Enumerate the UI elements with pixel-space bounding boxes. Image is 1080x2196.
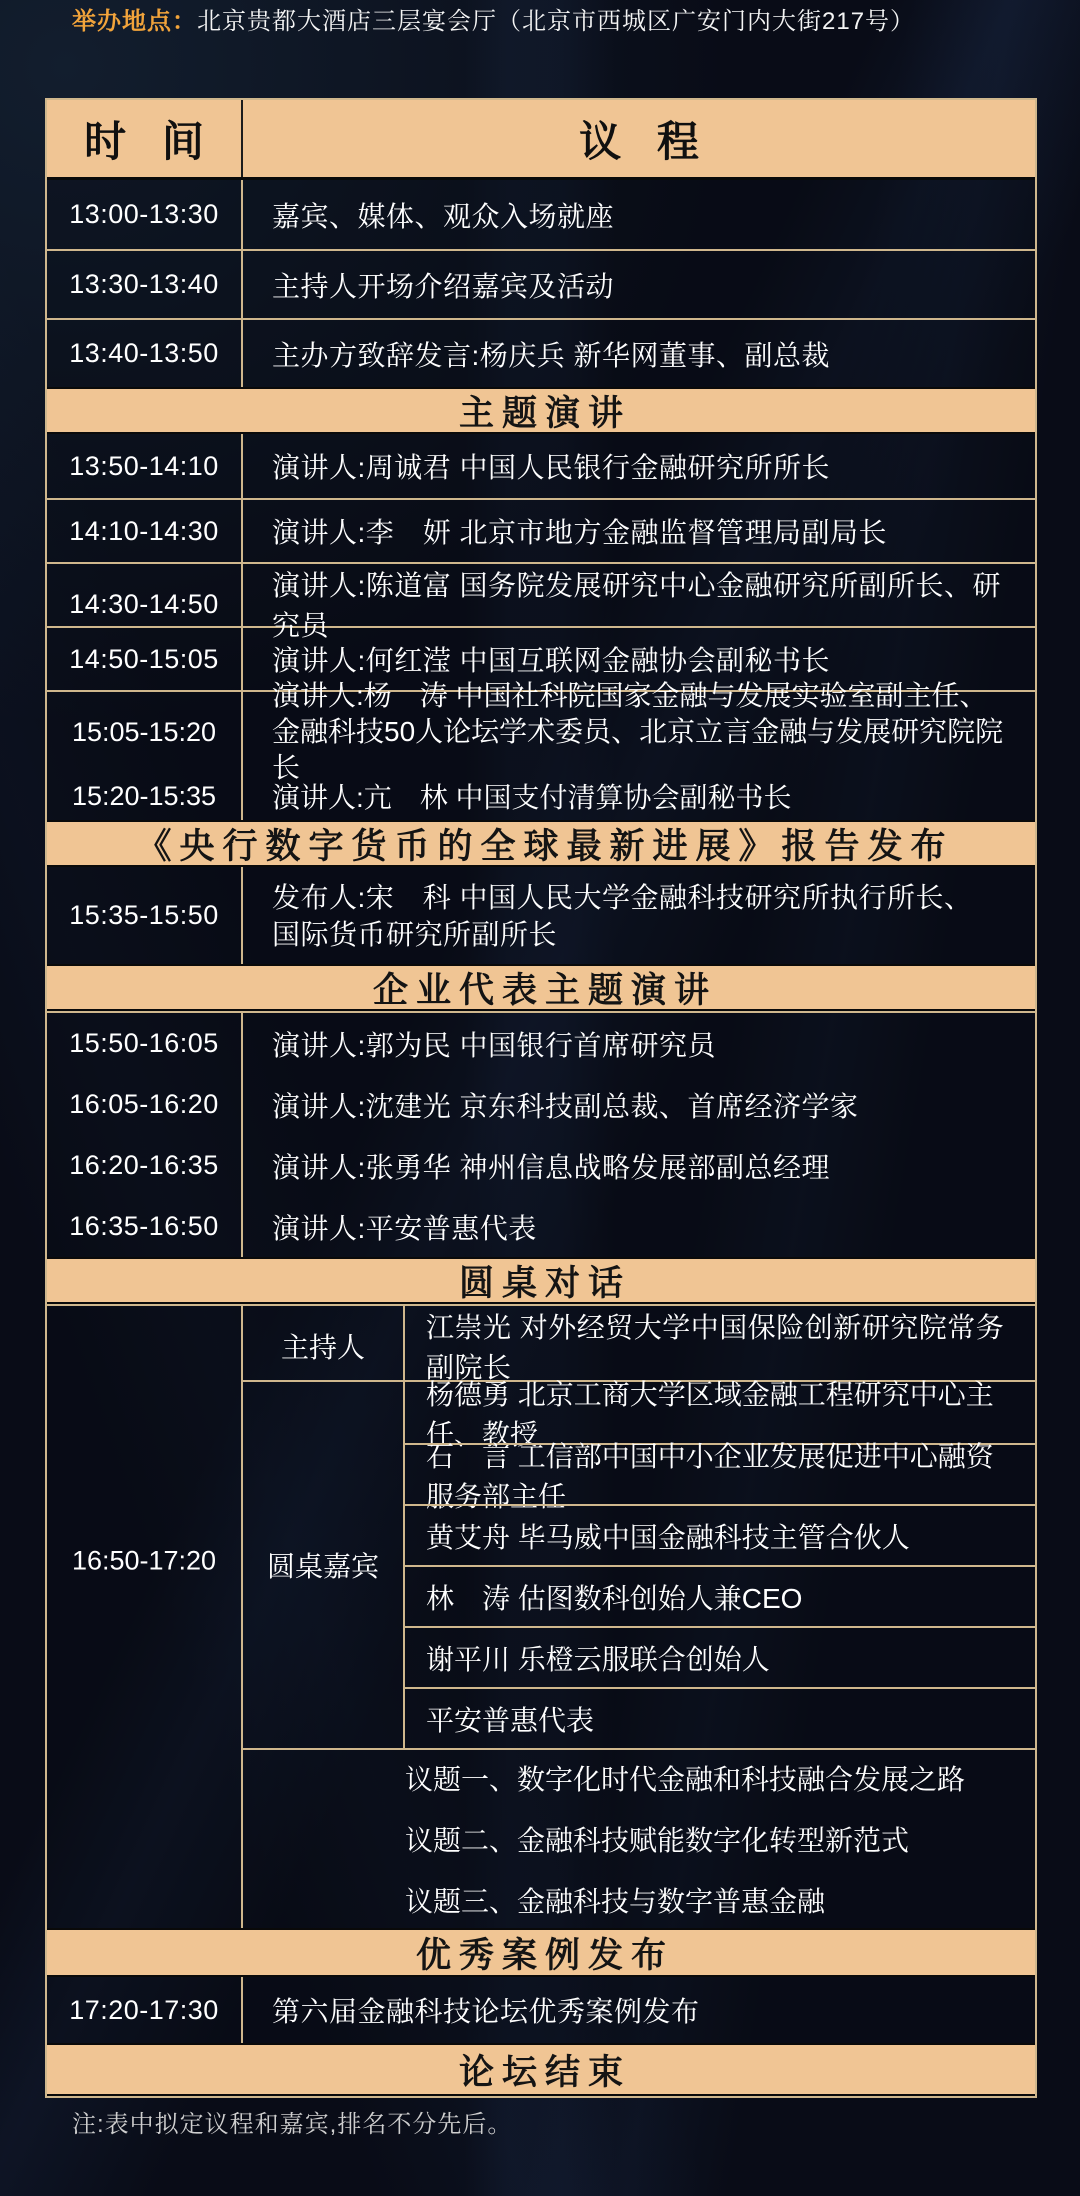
guest-list [405,1378,1035,1748]
row-time: 15:05-15:20 [71,716,217,747]
event-location-line [72,6,1040,38]
roundtable-topics [243,1748,1035,1928]
host-name: 江崇光 对外经贸大学中国保险创新研究院常务副院长 [426,1312,1005,1383]
row-text-line1: 发布人:宋 科 中国人民大学金融科技研究所执行所长、 [272,881,973,913]
row-text: 第六届金融科技论坛优秀案例发布 [272,1996,700,2027]
row-text-line2: 金融科技50人论坛学术委员、北京立言金融与发展研究院院长 [272,716,1004,783]
table-row [47,318,1035,387]
footnote: 注:表中拟定议程和嘉宾,排名不分先后。 [72,2111,513,2138]
roundtable-block [47,1304,1035,1928]
topic-item: 议题三、金融科技与数字普惠金融 [405,1886,826,1917]
topic-item: 议题二、金融科技赋能数字化转型新范式 [405,1825,910,1856]
row-text: 演讲人:周诚君 中国人民银行金融研究所所长 [272,452,831,483]
table-row [47,1977,1035,2043]
row-text: 演讲人:沈建光 京东科技副总裁、首席经济学家 [272,1090,859,1122]
row-text: 演讲人:张勇华 神州信息战略发展部副总经理 [272,1151,831,1183]
guest-item: 林 涛 估图数科创始人兼CEO [405,1565,1035,1626]
row-time: 13:00-13:30 [47,180,243,249]
row-time: 16:05-16:20 [47,1074,243,1135]
guest-item: 平安普惠代表 [405,1687,1035,1748]
table-row [47,867,1035,964]
row-time: 13:30-13:40 [47,251,243,318]
row-text: 演讲人:平安普惠代表 [272,1212,537,1244]
row-time: 16:35-16:50 [47,1196,243,1257]
row-text [243,680,1035,783]
row-text: 主办方致辞发言:杨庆兵 新华网董事、副总裁 [272,339,831,371]
row-time: 15:50-16:05 [47,1013,243,1074]
row-text: 演讲人:李 妍 北京市地方金融监督管理局副局长 [272,517,888,548]
section-band-roundtable: 圆桌对话 [47,1257,1035,1304]
roundtable-host-row [243,1306,1035,1383]
host-label: 主持人 [243,1306,405,1386]
row-time: 14:50-15:05 [47,628,243,690]
header-agenda: 议 程 [579,117,711,165]
section-band-enterprise: 企业代表主题演讲 [47,964,1035,1011]
table-row [47,1074,1035,1135]
table-row [47,1013,1035,1074]
section-band-cases: 优秀案例发布 [47,1928,1035,1977]
row-time: 15:35-15:50 [47,867,243,964]
row-text-line2: 国际货币研究所副所长 [272,918,558,950]
table-row [47,180,1035,249]
guest-item: 杨德勇 北京工商大学区域金融工程研究中心主任、教授 [426,1378,994,1450]
location-text: 北京贵都大酒店三层宴会厅（北京市西城区广安门内大街217号） [197,8,916,35]
table-row [47,1196,1035,1257]
section-band-keynote: 主题演讲 [47,387,1035,434]
enterprise-block [47,1011,1035,1257]
row-time: 16:20-16:35 [47,1135,243,1196]
roundtable-body [243,1306,1035,1928]
section-band-closing: 论坛结束 [47,2043,1035,2096]
table-row [47,434,1035,498]
merged-body [243,680,1035,820]
row-time: 14:30-14:50 [47,564,243,644]
row-text: 演讲人:郭为民 中国银行首席研究员 [272,1029,717,1061]
header-time: 时 间 [47,100,243,177]
row-time: 15:20-15:35 [71,780,217,811]
row-text [243,867,1035,964]
row-time: 17:20-17:30 [47,1977,243,2043]
topic-item: 议题一、数字化时代金融和科技融合发展之路 [405,1764,966,1795]
guest-item: 黄艾舟 毕马威中国金融科技主管合伙人 [405,1504,1035,1565]
row-text: 嘉宾、媒体、观众入场就座 [272,200,615,232]
table-row [47,562,1035,641]
guest-item: 谢平川 乐橙云服联合创始人 [405,1626,1035,1687]
table-row [47,1135,1035,1196]
merged-times [47,692,243,820]
row-time: 13:50-14:10 [47,434,243,498]
row-text: 演讲人:亢 林 中国支付清算协会副秘书长 [272,782,792,813]
row-text: 演讲人:陈道富 国务院发展研究中心金融研究所副所长、研究员 [272,570,1002,641]
row-time: 16:50-17:20 [71,1545,217,1576]
table-row [47,249,1035,318]
row-time: 13:40-13:50 [47,320,243,387]
row-text-line1: 演讲人:杨 涛 中国社科院国家金融与发展实验室副主任、 [272,680,988,711]
guests-label: 圆桌嘉宾 [243,1382,405,1748]
row-text: 主持人开场介绍嘉宾及活动 [272,270,615,302]
agenda-table [45,98,1037,2098]
row-time: 14:10-14:30 [47,500,243,562]
row-text: 演讲人:何红滢 中国互联网金融协会副秘书长 [272,645,831,676]
roundtable-guests-rows [243,1380,1035,1748]
table-row [47,498,1035,562]
guest-item: 石 言 工信部中国中小企业发展促进中心融资服务部主任 [405,1443,1035,1504]
roundtable-time-cell [47,1306,243,1928]
table-header-row [47,100,1035,180]
section-band-report: 《央行数字货币的全球最新进展》报告发布 [47,820,1035,867]
location-label: 举办地点： [72,8,197,35]
table-row-merged [47,680,1035,820]
